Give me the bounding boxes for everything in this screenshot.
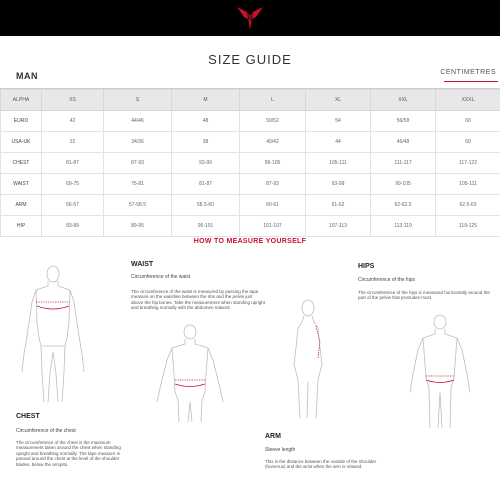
hips-title: HIPS [358, 263, 375, 270]
table-cell: 60-61 [240, 195, 306, 216]
table-row [1, 153, 500, 174]
column-header: M [172, 90, 240, 111]
table-cell: 60 [436, 111, 500, 132]
table-cell: EURO [1, 111, 42, 132]
table-cell: 42 [42, 111, 104, 132]
table-cell: 44 [306, 132, 371, 153]
waist-subtitle: Circumference of the waist [131, 274, 191, 280]
waist-title: WAIST [131, 261, 154, 268]
table-cell: 99-105 [240, 153, 306, 174]
table-cell: 40/42 [240, 132, 306, 153]
table-cell: 87-93 [104, 153, 172, 174]
tab-centimetres[interactable]: CENTIMETRES [440, 69, 496, 76]
column-header: XXL [371, 90, 436, 111]
waist-measurement-figure [145, 322, 235, 430]
table-cell: HIP [1, 216, 42, 237]
column-header: XXXL [436, 90, 500, 111]
arm-measurement-figure [280, 298, 336, 428]
table-cell: 117-122 [436, 153, 500, 174]
table-cell: 56/58 [371, 111, 436, 132]
table-cell: 34/36 [104, 132, 172, 153]
table-cell: 48 [172, 111, 240, 132]
column-header: XL [306, 90, 371, 111]
table-cell: 38 [172, 132, 240, 153]
table-cell: 46/48 [371, 132, 436, 153]
table-cell: 111-117 [371, 153, 436, 174]
chest-measurement-figure [8, 262, 98, 410]
how-to-heading: HOW TO MEASURE YOURSELF [193, 238, 307, 245]
table-cell: 57-58.5 [104, 195, 172, 216]
top-bar [0, 0, 500, 36]
table-cell: 50 [436, 132, 500, 153]
dainese-logo-icon[interactable] [234, 3, 266, 33]
hips-description: The circumference of the hips is measured horizontally around the part of the pelvis that protrudes most. [358, 290, 490, 301]
table-cell: 81-87 [42, 153, 104, 174]
table-cell: 105-111 [436, 174, 500, 195]
page-title: SIZE GUIDE [208, 52, 292, 67]
table-cell: 56-57 [42, 195, 104, 216]
chest-title: CHEST [16, 413, 40, 420]
table-cell: 89-95 [104, 216, 172, 237]
table-cell: 101-107 [240, 216, 306, 237]
table-cell: USA-UK [1, 132, 42, 153]
table-cell: 87-93 [240, 174, 306, 195]
table-cell: 50/52 [240, 111, 306, 132]
arm-title: ARM [265, 433, 281, 440]
table-cell: 93-99 [172, 153, 240, 174]
column-header: S [104, 90, 172, 111]
table-cell: WAIST [1, 174, 42, 195]
chest-subtitle: Circumference of the chest [16, 428, 76, 434]
table-cell: 62.5-63 [436, 195, 500, 216]
table-cell: 62-62.5 [371, 195, 436, 216]
table-cell: 107-113 [306, 216, 371, 237]
table-cell: 75-81 [104, 174, 172, 195]
table-row [1, 195, 500, 216]
table-cell: 95-101 [172, 216, 240, 237]
table-cell: 93-99 [306, 174, 371, 195]
table-cell: 119-125 [436, 216, 500, 237]
table-cell: CHEST [1, 153, 42, 174]
table-cell: 32 [42, 132, 104, 153]
table-cell: 58.5-60 [172, 195, 240, 216]
hips-measurement-figure [398, 312, 482, 436]
column-header: L [240, 90, 306, 111]
hips-subtitle: Circumference of the hips [358, 277, 415, 283]
table-row [1, 132, 500, 153]
table-cell: 99-105 [371, 174, 436, 195]
table-cell: 69-75 [42, 174, 104, 195]
chest-description: The circumference of the chest is the maximum measurement taken around the chest when standing upright and breathing normally. The tape measure is passed around the chest at the level of the shoulder blades, below the armpits. [16, 440, 121, 467]
section-title: MAN [16, 71, 38, 81]
table-cell: 105-111 [306, 153, 371, 174]
table-cell: ARM [1, 195, 42, 216]
column-header: ALPHA [1, 90, 42, 111]
table-cell: 113-119 [371, 216, 436, 237]
table-header-row [1, 90, 500, 111]
table-row [1, 174, 500, 195]
table-row [1, 216, 500, 237]
column-header: XS [42, 90, 104, 111]
arm-description: This is the distance between the outside of the shoulder (humerus) and the wrist when the arm is relaxed. [265, 459, 377, 470]
size-table [0, 89, 500, 237]
table-row [1, 111, 500, 132]
active-tab-underline [444, 81, 498, 82]
table-cell: 54 [306, 111, 371, 132]
table-cell: 61-62 [306, 195, 371, 216]
table-cell: 44/46 [104, 111, 172, 132]
waist-description: The circumference of the waist is measured by passing the tape measure on the waistline between the ribs and the pelvis just above the hip bones. Take the measurement when standing upright and breathing normally with the abdomen relaxed. [131, 289, 266, 311]
table-cell: 83-89 [42, 216, 104, 237]
arm-subtitle: Sleeve length [265, 447, 296, 453]
table-cell: 81-87 [172, 174, 240, 195]
